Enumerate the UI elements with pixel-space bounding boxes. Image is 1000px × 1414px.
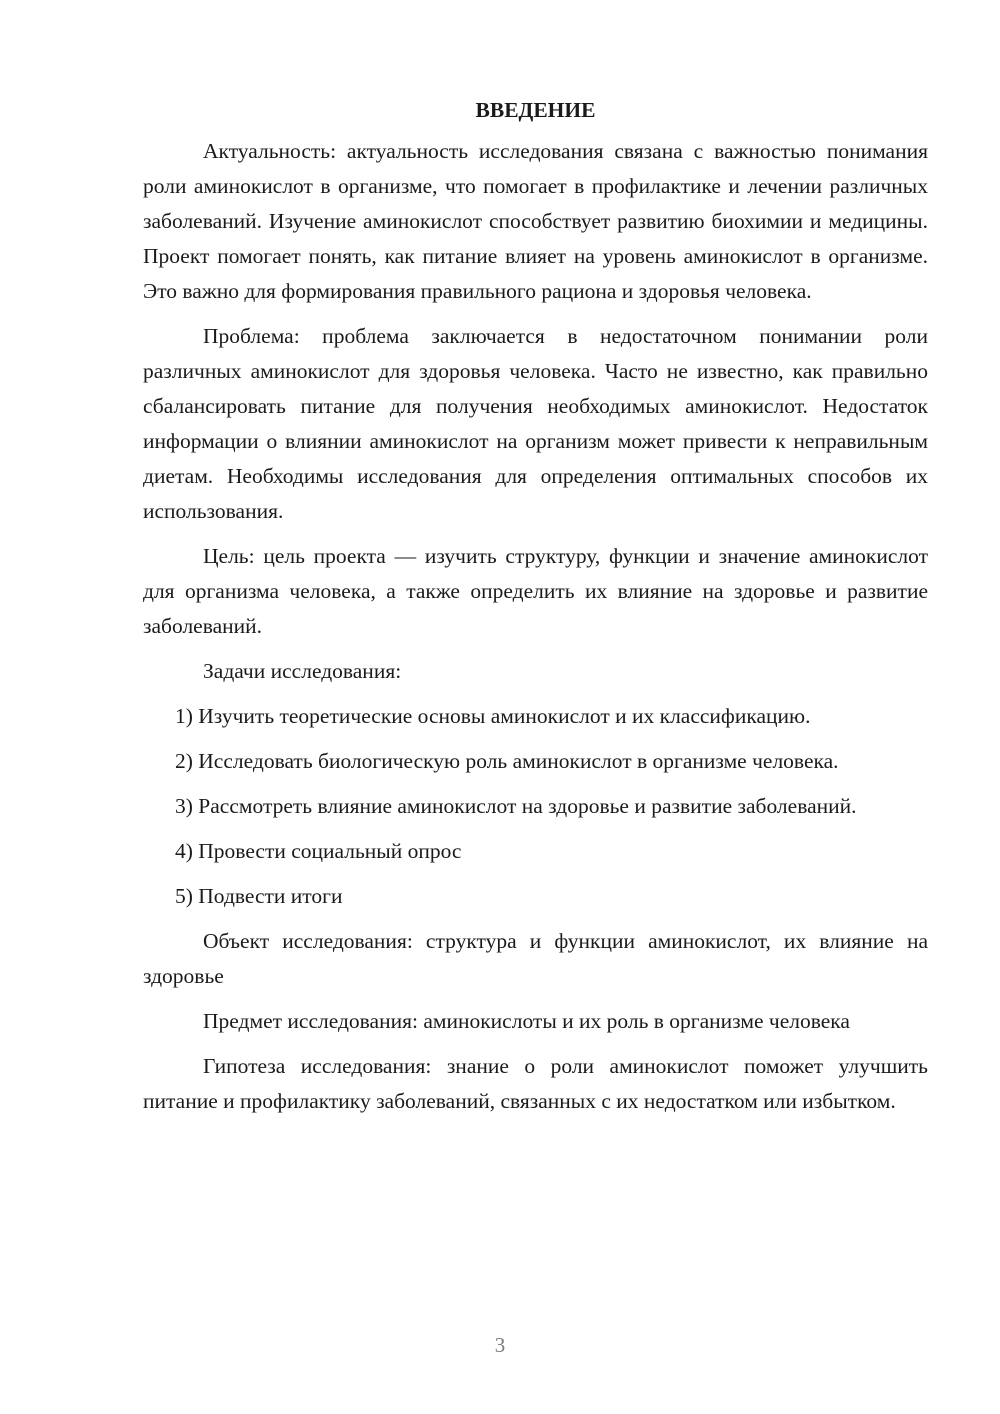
section-heading: ВВЕДЕНИЕ (475, 98, 596, 122)
task-item-2: 2) Исследовать биологическую роль аминокислот в организме человека. (175, 749, 839, 773)
relevance-paragraph: Актуальность: актуальность исследования связана с важностью понимания роли аминокислот в организме, что помогает в профилактике и лечении различных заболеваний. Изучение аминокислот способствует развитию биохимии и медицины. Проект помогает понять, как питание влияет на уровень аминокислот в организме. Это важно для формирования правильного рациона и здоровья человека. (143, 139, 928, 303)
subject-paragraph: Предмет исследования: аминокислоты и их роль в организме человека (203, 1009, 850, 1033)
page-number: 3 (494, 1333, 506, 1357)
task-item-3: 3) Рассмотреть влияние аминокислот на здоровье и развитие заболеваний. (175, 794, 857, 818)
task-item-5: 5) Подвести итоги (175, 884, 343, 908)
page-content (143, 93, 928, 1129)
task-item-4: 4) Провести социальный опрос (175, 839, 462, 863)
problem-paragraph: Проблема: проблема заключается в недостаточном понимании роли различных аминокислот для здоровья человека. Часто не известно, как правильно сбалансировать питание для получения необходимых аминокислот. Недостаток информации о влиянии аминокислот на организм может привести к неправильным диетам. Необходимы исследования для определения оптимальных способов их использования. (143, 324, 928, 523)
hypothesis-paragraph: Гипотеза исследования: знание о роли аминокислот поможет улучшить питание и профилактику заболеваний, связанных с их недостатком или избытком. (143, 1054, 928, 1113)
task-item-1: 1) Изучить теоретические основы аминокислот и их классификацию. (175, 704, 811, 728)
tasks-title: Задачи исследования: (203, 659, 402, 683)
goal-paragraph: Цель: цель проекта — изучить структуру, функции и значение аминокислот для организма человека, а также определить их влияние на здоровье и развитие заболеваний. (143, 544, 928, 638)
object-paragraph: Объект исследования: структура и функции аминокислот, их влияние на здоровье (143, 929, 928, 988)
